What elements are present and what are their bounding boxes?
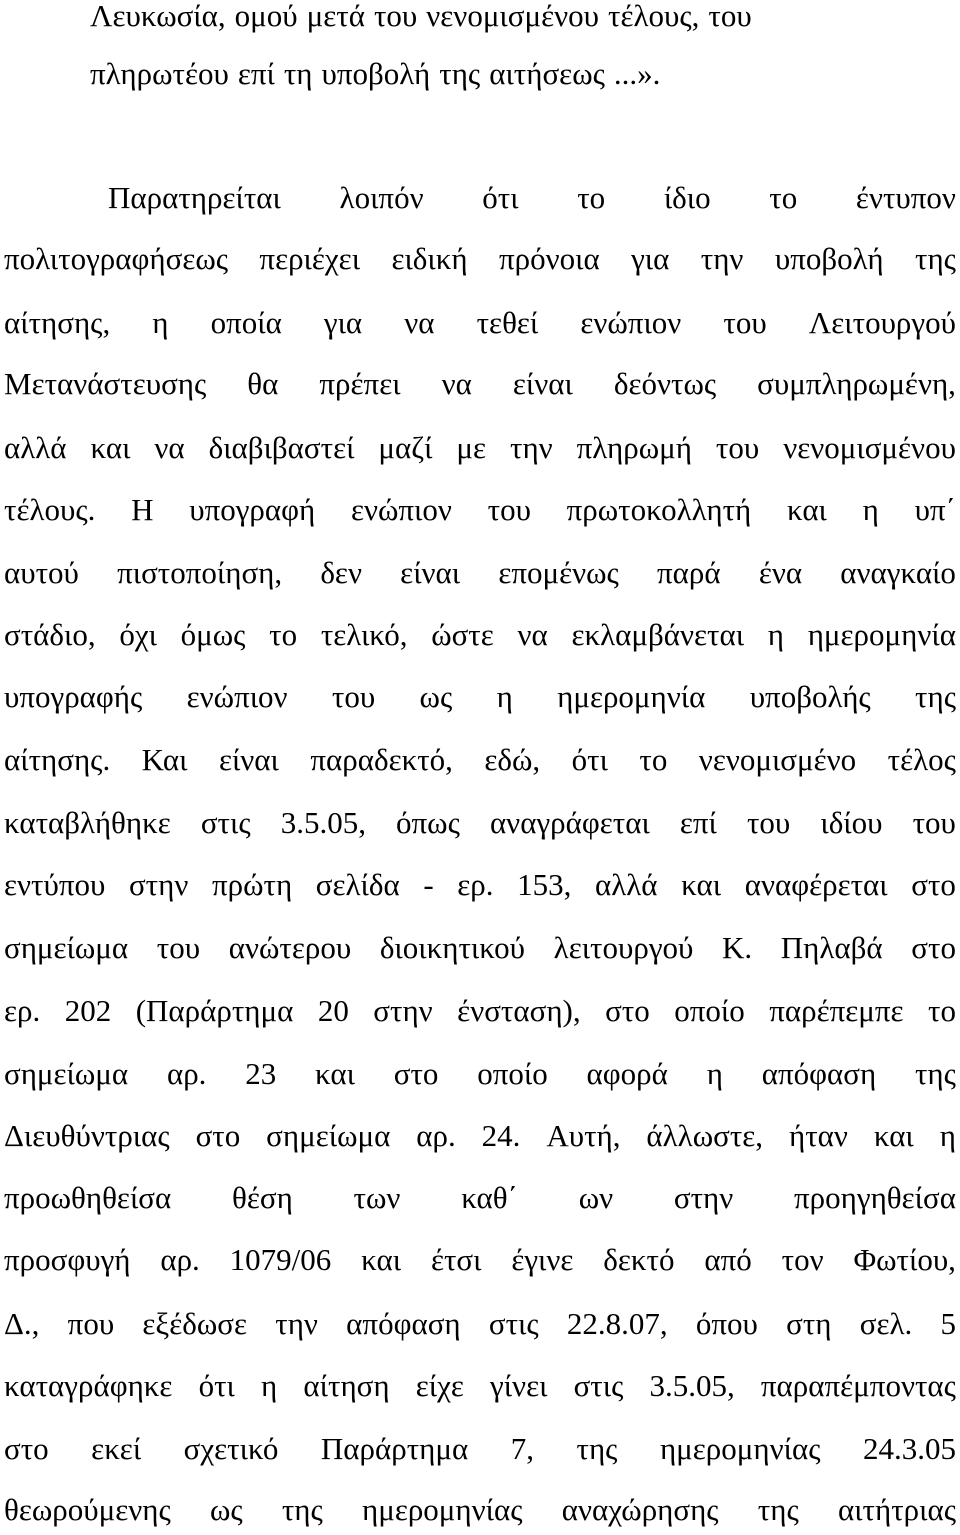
- word: δεν: [320, 555, 362, 590]
- word: ημερομηνίας: [361, 1492, 523, 1527]
- word: της: [439, 56, 481, 91]
- word: να: [441, 366, 472, 401]
- word: καταβλήθηκε: [4, 805, 171, 840]
- word: απόφαση: [761, 1056, 877, 1091]
- word: αιτήτριας: [837, 1492, 956, 1527]
- word: και: [315, 1056, 355, 1091]
- word: 23: [245, 1056, 277, 1091]
- text-line: [4, 738, 956, 782]
- word: τέλους,: [608, 0, 700, 33]
- text-line: [4, 1302, 956, 1346]
- word: όπως: [396, 805, 460, 840]
- text-line: [4, 989, 956, 1033]
- word: στο: [4, 1431, 49, 1466]
- word: εκεί: [91, 1431, 142, 1466]
- word: σελίδα: [315, 867, 400, 902]
- word: στις: [200, 805, 251, 840]
- word: να: [517, 617, 548, 652]
- word: στην: [373, 993, 433, 1028]
- word: αναχώρησης: [561, 1492, 719, 1527]
- word: θα: [247, 366, 279, 401]
- word: τελικό,: [320, 617, 408, 652]
- word: υπογραφή: [189, 492, 316, 527]
- text-line: [4, 613, 956, 657]
- word: η: [862, 492, 879, 527]
- word: συμπληρωμένη,: [757, 366, 956, 401]
- word: ημερομηνία: [557, 679, 706, 714]
- word: τεθεί: [476, 305, 539, 340]
- word: άλλωστε,: [646, 1118, 764, 1153]
- word: την: [510, 430, 553, 465]
- word: Διευθύντριας: [4, 1118, 170, 1153]
- word: υποβολής: [749, 679, 871, 714]
- word: Δ.,: [4, 1306, 40, 1341]
- word: που: [67, 1306, 115, 1341]
- word: στην: [128, 867, 189, 902]
- word: είναι: [400, 555, 461, 590]
- word: είχε: [415, 1368, 464, 1403]
- word: επί: [679, 805, 717, 840]
- word: αφορά: [586, 1056, 668, 1091]
- text-line: [4, 675, 956, 719]
- word: με: [456, 430, 487, 465]
- word: στη: [786, 1306, 832, 1341]
- word: παρά: [657, 555, 721, 590]
- word: εδώ,: [484, 742, 541, 777]
- word: ημερομηνίας: [659, 1431, 821, 1466]
- word: 153,: [517, 867, 572, 902]
- word: απόφαση: [346, 1306, 461, 1341]
- word: η: [496, 679, 513, 714]
- text-line: [4, 301, 956, 345]
- word: Η: [131, 492, 154, 527]
- word: είναι: [512, 366, 573, 401]
- word: πρόνοια: [498, 241, 600, 276]
- word: έντυπον: [855, 180, 956, 215]
- word: Πηλαβά: [780, 930, 883, 965]
- word: της: [914, 1056, 956, 1091]
- word: νενομισμένου: [426, 0, 599, 33]
- word: στο: [195, 1118, 241, 1153]
- word: οποίο: [477, 1056, 548, 1091]
- word: ώστε: [431, 617, 494, 652]
- word: στην: [673, 1180, 734, 1215]
- word: εντύπου: [4, 867, 106, 902]
- word: πληρωμή: [576, 430, 692, 465]
- word: καταγράφηκε: [4, 1368, 173, 1403]
- word: αρ.: [160, 1242, 200, 1277]
- word: της: [576, 1431, 618, 1466]
- word: προηγηθείσα: [794, 1180, 956, 1215]
- word: νενομισμένο: [698, 742, 857, 777]
- word: και: [873, 1118, 914, 1153]
- word: -: [423, 867, 434, 902]
- word: Λευκωσία,: [90, 0, 226, 33]
- word: (Παράρτημα: [135, 993, 294, 1028]
- word: ενώπιον: [350, 492, 452, 527]
- word: έγινε: [511, 1242, 574, 1277]
- word: το: [269, 617, 298, 652]
- word: παρέπεμπε: [769, 993, 904, 1028]
- word: διοικητικού: [379, 930, 526, 965]
- word: αρ.: [416, 1118, 456, 1153]
- word: όπου: [695, 1306, 758, 1341]
- word: επί: [237, 56, 275, 91]
- word: Παρατηρείται: [108, 180, 281, 215]
- word: μετά: [306, 0, 365, 33]
- word: υπογραφής: [4, 679, 143, 714]
- word: αίτησης.: [4, 742, 111, 777]
- word: σημείωμα: [4, 1056, 129, 1091]
- word: οποίο: [674, 993, 745, 1028]
- word: ίδιο: [663, 180, 711, 215]
- word: την: [700, 241, 744, 276]
- word: εκλαμβάνεται: [571, 617, 745, 652]
- word: τέλος: [887, 742, 956, 777]
- word: Παράρτημα: [320, 1431, 469, 1466]
- word: 7,: [510, 1431, 534, 1466]
- word: επομένως: [498, 555, 619, 590]
- word: ερ.: [457, 867, 494, 902]
- word: του: [487, 492, 531, 527]
- word: 24.3.05: [862, 1431, 956, 1466]
- word: της: [914, 241, 956, 276]
- word: Αυτή,: [546, 1118, 621, 1153]
- word: Κ.: [722, 930, 753, 965]
- word: στις: [488, 1306, 539, 1341]
- word: σημείωμα: [4, 930, 129, 965]
- text-line: [4, 362, 956, 406]
- word: η: [706, 1056, 723, 1091]
- text-line: [4, 488, 956, 532]
- word: η: [767, 617, 784, 652]
- word: αίτηση: [303, 1368, 390, 1403]
- word: 1079/06: [229, 1242, 332, 1277]
- text-line: [4, 1238, 956, 1282]
- word: λοιπόν: [339, 180, 424, 215]
- text-line: [4, 426, 956, 470]
- word: Μετανάστευσης: [4, 366, 207, 401]
- word: στο: [911, 867, 956, 902]
- word: θέση: [232, 1180, 293, 1215]
- word: του: [746, 805, 791, 840]
- word: ως: [419, 679, 453, 714]
- word: αλλά: [595, 867, 658, 902]
- text-line: [4, 1364, 956, 1408]
- word: όχι: [119, 617, 157, 652]
- word: του: [156, 930, 201, 965]
- word: καθ΄: [461, 1180, 518, 1215]
- word: η: [939, 1118, 956, 1153]
- word: τον: [781, 1242, 824, 1277]
- word: στις: [573, 1368, 624, 1403]
- word: και: [786, 492, 827, 527]
- word: στο: [393, 1056, 439, 1091]
- word: και: [90, 430, 131, 465]
- word: δεόντως: [613, 366, 717, 401]
- text-line: [4, 1488, 956, 1532]
- text-line: [4, 1052, 956, 1096]
- word: ιδίου: [820, 805, 883, 840]
- text-line: [4, 801, 956, 845]
- text-line: [4, 551, 956, 595]
- word: ότι: [571, 742, 608, 777]
- word: και: [681, 867, 722, 902]
- word: ομού: [234, 0, 298, 33]
- word: ενώπιον: [580, 305, 682, 340]
- word: είναι: [218, 742, 279, 777]
- word: αναγκαίο: [840, 555, 956, 590]
- word: όμως: [180, 617, 246, 652]
- word: του: [912, 805, 956, 840]
- text-line: [4, 1176, 956, 1220]
- word: πολιτογραφήσεως: [4, 241, 229, 276]
- word: ων: [578, 1180, 614, 1215]
- word: Και: [141, 742, 188, 777]
- word: για: [323, 305, 363, 340]
- word: προωθηθείσα: [4, 1180, 172, 1215]
- word: 3.5.05,: [649, 1368, 735, 1403]
- word: πληρωτέου: [90, 56, 229, 91]
- text-line: [108, 176, 956, 220]
- word: Λειτουργού: [808, 305, 956, 340]
- word: ως: [209, 1492, 243, 1527]
- word: του: [331, 679, 376, 714]
- word: 3.5.05,: [280, 805, 366, 840]
- word: αναγράφεται: [489, 805, 650, 840]
- word: 20: [317, 993, 349, 1028]
- word: ερ.: [4, 993, 41, 1028]
- word: αλλά: [4, 430, 67, 465]
- word: ...».: [613, 56, 661, 91]
- word: σχετικό: [183, 1431, 279, 1466]
- word: 22.8.07,: [566, 1306, 668, 1341]
- word: ημερομηνία: [807, 617, 956, 652]
- word: του: [708, 0, 752, 33]
- word: πρώτη: [211, 867, 293, 902]
- word: ενώπιον: [186, 679, 288, 714]
- word: μαζί: [378, 430, 433, 465]
- word: του: [373, 0, 418, 33]
- word: στο: [605, 993, 650, 1028]
- word: 202: [64, 993, 112, 1028]
- word: ένα: [758, 555, 803, 590]
- word: το: [928, 993, 956, 1028]
- text-line: [90, 52, 956, 96]
- word: 5: [940, 1306, 956, 1341]
- word: ότι: [482, 180, 519, 215]
- word: παραδεκτό,: [310, 742, 453, 777]
- text-line: [4, 863, 956, 907]
- word: νενομισμένου: [783, 430, 956, 465]
- word: οποία: [210, 305, 282, 340]
- word: σημείωμα: [266, 1118, 391, 1153]
- word: η: [261, 1368, 278, 1403]
- word: αιτήσεως: [489, 56, 605, 91]
- text-line: [4, 926, 956, 970]
- word: ότι: [198, 1368, 235, 1403]
- word: ειδική: [391, 241, 468, 276]
- word: υποβολή: [774, 241, 884, 276]
- word: ένσταση),: [457, 993, 581, 1028]
- word: της: [757, 1492, 799, 1527]
- word: η: [152, 305, 169, 340]
- word: ανώτερου: [228, 930, 352, 965]
- word: υπ΄: [914, 492, 956, 527]
- word: σελ.: [859, 1306, 913, 1341]
- word: αίτησης,: [4, 305, 111, 340]
- word: αρ.: [166, 1056, 207, 1091]
- word: να: [154, 430, 185, 465]
- word: και: [361, 1242, 402, 1277]
- word: αυτού: [4, 555, 79, 590]
- word: τέλους.: [4, 492, 96, 527]
- word: το: [769, 180, 798, 215]
- word: των: [353, 1180, 401, 1215]
- word: 24.: [481, 1118, 521, 1153]
- word: το: [577, 180, 606, 215]
- word: της: [915, 679, 956, 714]
- word: θεωρούμενης: [4, 1492, 171, 1527]
- word: το: [639, 742, 668, 777]
- word: την: [275, 1306, 318, 1341]
- word: του: [723, 305, 767, 340]
- word: έτσι: [430, 1242, 482, 1277]
- word: γίνει: [490, 1368, 548, 1403]
- word: πρέπει: [319, 366, 401, 401]
- word: τη: [283, 56, 313, 91]
- word: από: [704, 1242, 752, 1277]
- word: λειτουργού: [553, 930, 694, 965]
- word: για: [631, 241, 670, 276]
- word: υποβολή: [321, 56, 431, 91]
- word: εξέδωσε: [142, 1306, 248, 1341]
- word: να: [404, 305, 435, 340]
- word: διαβιβαστεί: [208, 430, 355, 465]
- word: του: [715, 430, 760, 465]
- text-line: [90, 0, 956, 38]
- word: στάδιο,: [4, 617, 96, 652]
- word: αναφέρεται: [744, 867, 888, 902]
- word: πρωτοκολλητή: [566, 492, 752, 527]
- word: Φωτίου,: [853, 1242, 956, 1277]
- word: ήταν: [788, 1118, 848, 1153]
- text-line: [4, 1427, 956, 1471]
- word: παραπέμποντας: [760, 1368, 956, 1403]
- word: πιστοποίηση,: [117, 555, 283, 590]
- text-line: [4, 237, 956, 281]
- word: περιέχει: [259, 241, 361, 276]
- text-line: [4, 1114, 956, 1158]
- word: δεκτό: [603, 1242, 675, 1277]
- word: προσφυγή: [4, 1242, 131, 1277]
- word: της: [281, 1492, 323, 1527]
- word: στο: [911, 930, 956, 965]
